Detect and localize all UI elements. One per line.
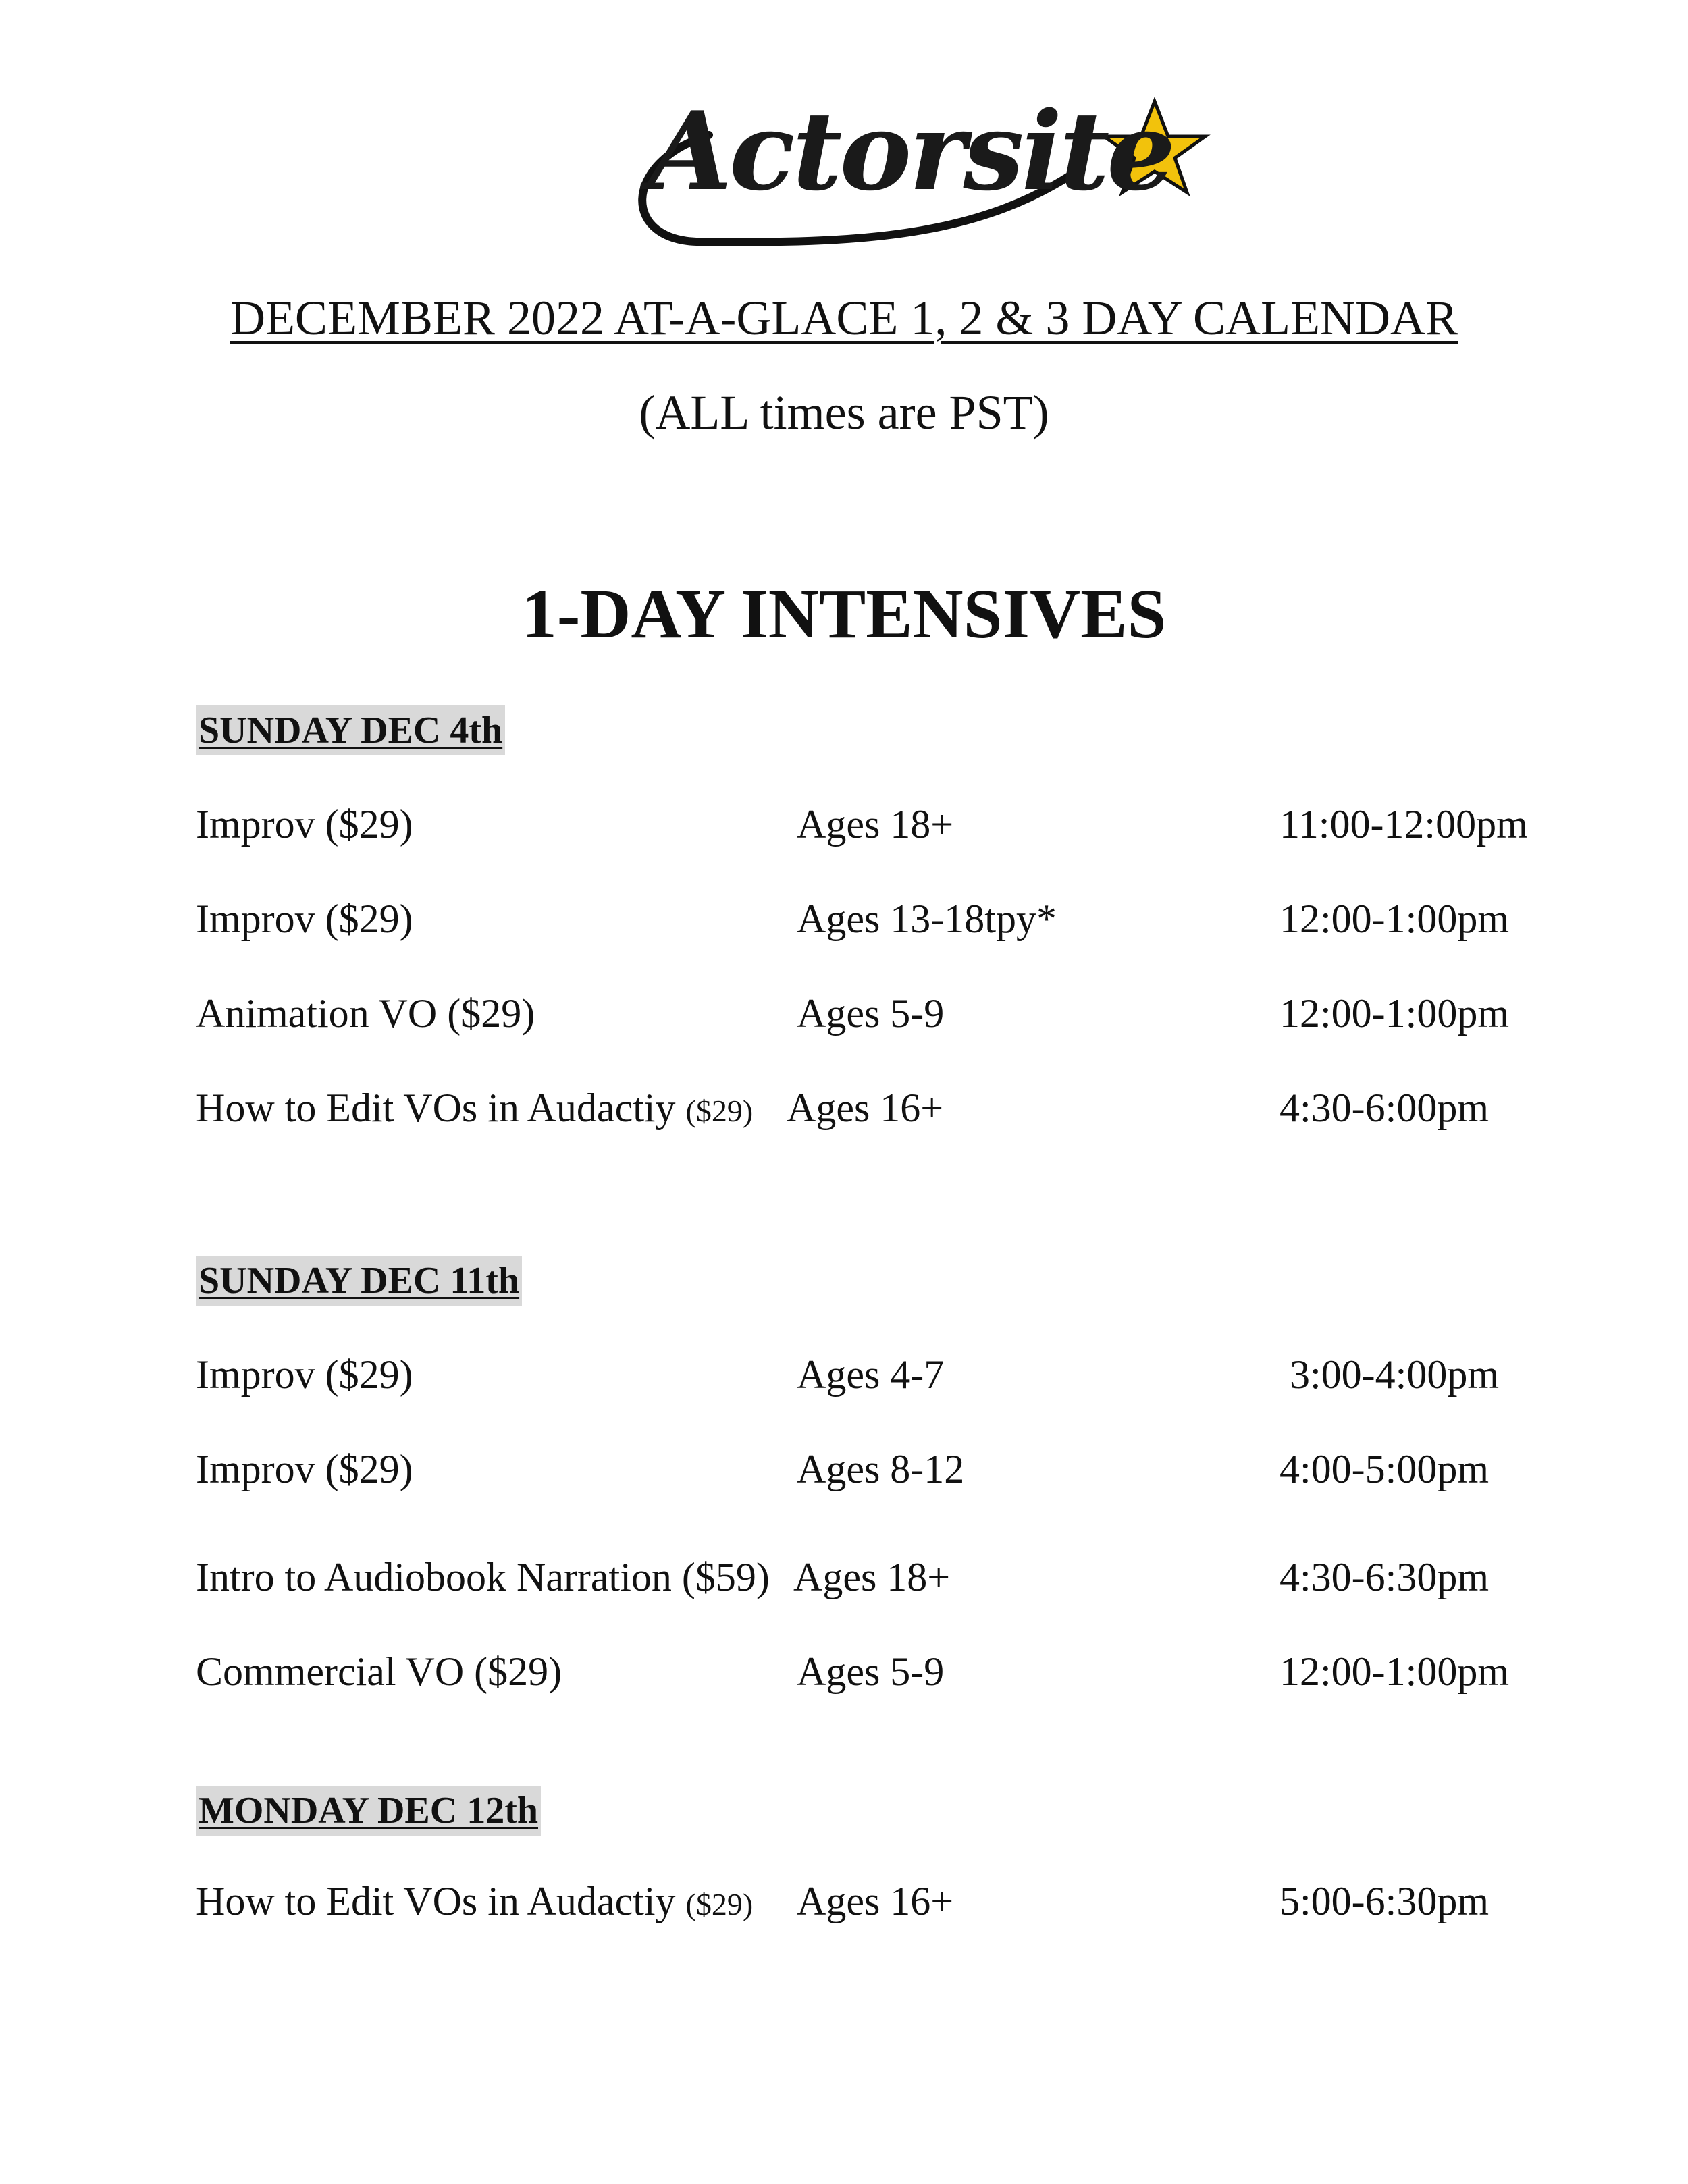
course-time: 12:00-1:00pm: [1280, 1649, 1509, 1694]
day-heading-dec-11: SUNDAY DEC 11th: [196, 1256, 522, 1306]
course-ages: Ages 4-7: [797, 1352, 945, 1397]
course-time: 12:00-1:00pm: [1280, 991, 1509, 1036]
course-time: 4:30-6:30pm: [1280, 1555, 1489, 1599]
course-name: Improv ($29): [196, 1447, 413, 1491]
course-name: [196, 1084, 753, 1136]
course-ages: Ages 18+: [797, 802, 954, 847]
course-title: How to Edit VOs in Audactiy: [196, 1879, 676, 1923]
course-name: Improv ($29): [196, 802, 413, 847]
course-name: Improv ($29): [196, 1352, 413, 1397]
course-price: ($29): [685, 1094, 754, 1128]
course-ages: Ages 18+: [793, 1555, 951, 1599]
actorsite-logo: [608, 88, 1215, 257]
page-title: DECEMBER 2022 AT-A-GLACE 1, 2 & 3 DAY CALENDAR: [230, 291, 1458, 345]
course-name: Improv ($29): [196, 897, 413, 941]
course-ages: Ages 5-9: [797, 991, 945, 1036]
section-heading: 1-DAY INTENSIVES: [521, 575, 1167, 653]
course-name: Commercial VO ($29): [196, 1649, 562, 1694]
day-heading-dec-12: MONDAY DEC 12th: [196, 1786, 541, 1836]
course-ages: Ages 5-9: [797, 1649, 945, 1694]
course-ages: Ages 16+: [787, 1086, 944, 1130]
course-ages: Ages 13-18tpy*: [797, 897, 1057, 941]
course-ages: Ages 16+: [797, 1879, 954, 1923]
course-name: Animation VO ($29): [196, 991, 535, 1036]
day-heading-dec-4: SUNDAY DEC 4th: [196, 705, 505, 755]
course-price: ($29): [685, 1887, 754, 1921]
logo-text: Actorsite: [648, 88, 1173, 215]
course-time: 12:00-1:00pm: [1280, 897, 1509, 941]
course-time: 11:00-12:00pm: [1280, 802, 1528, 847]
course-time: 4:00-5:00pm: [1280, 1447, 1489, 1491]
course-title: How to Edit VOs in Audactiy: [196, 1086, 676, 1130]
course-time: 5:00-6:30pm: [1280, 1879, 1489, 1923]
course-name: [196, 1877, 753, 1929]
course-time: 4:30-6:00pm: [1280, 1086, 1489, 1130]
course-ages: Ages 8-12: [797, 1447, 965, 1491]
course-time: 3:00-4:00pm: [1290, 1352, 1499, 1397]
course-name: Intro to Audiobook Narration ($59): [196, 1555, 770, 1599]
timezone-note: (ALL times are PST): [639, 385, 1049, 440]
